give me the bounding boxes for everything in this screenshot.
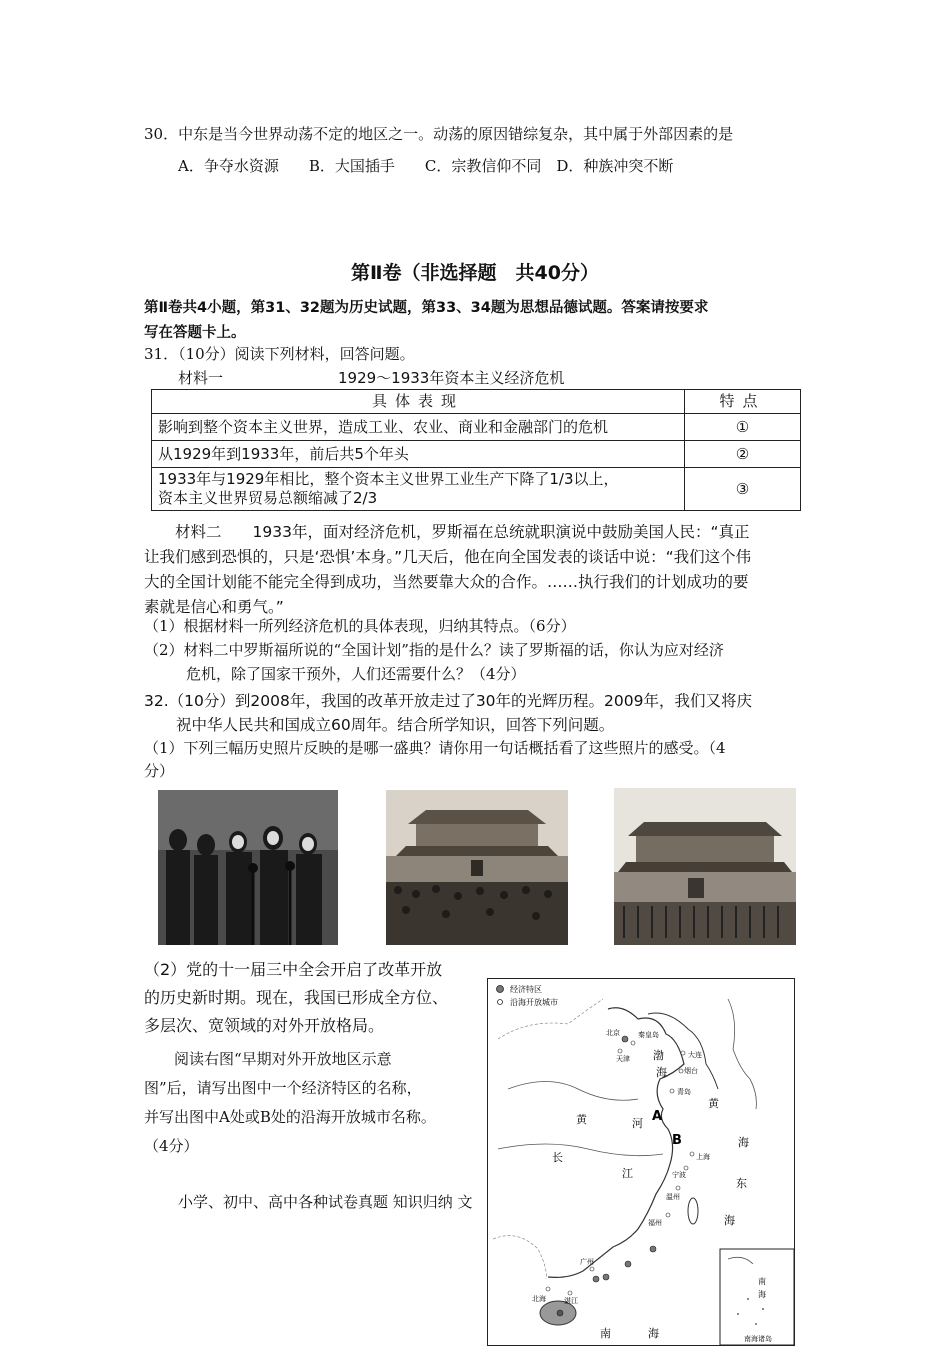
city-marker-fuzhou [666, 1213, 670, 1217]
material2 [144, 520, 751, 620]
legend-special-icon [497, 986, 504, 993]
q32-sub2 [144, 956, 448, 1040]
q32-sub2-read [144, 1045, 436, 1161]
open-regions-map [487, 978, 795, 1346]
material1-label: 材料一 [178, 369, 224, 387]
photo-3-drawing [614, 788, 796, 945]
table-cell-mark: ③ [685, 468, 801, 511]
material2-line: 素就是信心和勇气。” [144, 598, 284, 616]
yangtze-river [498, 1144, 663, 1156]
city-marker-zhanjiang [568, 1291, 572, 1295]
legend-special-label: 经济特区 [510, 985, 542, 994]
river-label: 黄 [576, 1113, 587, 1126]
city-marker-qingdao [670, 1089, 674, 1093]
section-intro-line2: 写在答题卡上。 [144, 325, 246, 341]
sea-label: 海 [738, 1136, 749, 1149]
city-marker-beijing [622, 1036, 628, 1042]
city-marker-shanghai [690, 1152, 694, 1156]
table-header: 特点 [685, 390, 801, 414]
city-label: 上海 [696, 1153, 710, 1161]
table-cell: 从1929年到1933年，前后共5个年头 [152, 441, 685, 468]
section-title: 第Ⅱ卷（非选择题 共40分） [351, 262, 599, 284]
history-photo-2 [386, 790, 568, 945]
table-header-row [152, 390, 801, 414]
city-marker-guangzhou [590, 1267, 594, 1271]
city-label: 大连 [688, 1051, 702, 1059]
table-cell-mark: ① [685, 414, 801, 441]
inset-sea-2: 海 [758, 1290, 766, 1299]
sea-label: 海 [656, 1066, 667, 1079]
q32-sub1-line1: （1）下列三幅历史照片反映的是哪一盛典？请你用一句话概括看了这些照片的感受。（4 [144, 739, 726, 757]
q31-sub1: （1）根据材料一所列经济危机的具体表现，归纳其特点。（6分） [144, 617, 576, 635]
material2-line: 材料二 1933年，面对经济危机，罗斯福在总统就职演说中鼓励美国人民：“真正 [144, 523, 750, 541]
sea-label: 南 [600, 1327, 611, 1340]
special-zone-xiamen [650, 1246, 656, 1252]
q32-sub2-line: 图”后，请写出图中一个经济特区的名称， [144, 1079, 422, 1097]
sea-label: 海 [724, 1214, 735, 1227]
special-zone-shantou [625, 1261, 631, 1267]
q32-sub2-line: 多层次、宽领域的对外开放格局。 [144, 1016, 385, 1035]
q32-sub2-line: （4分） [144, 1137, 199, 1155]
sea-label: 渤 [653, 1049, 664, 1062]
city-marker-tianjin [618, 1049, 622, 1053]
sea-label: 东 [736, 1177, 747, 1190]
material2-line: 大的全国计划能不能完全得到成功，当然要靠大众的合作。……执行我们的计划成功的要 [144, 573, 749, 591]
q31-stem: 31．（10分）阅读下列材料，回答问题。 [144, 345, 415, 363]
section-intro-line1: 第Ⅱ卷共4小题，第31、32题为历史试题，第33、34题为思想品德试题。答案请按要求 [144, 300, 709, 316]
city-label: 福州 [648, 1219, 662, 1227]
material2-line: 让我们感到恐惧的，只是‘恐惧’本身。”几天后，他在向全国发表的谈话中说：“我们这个伟 [144, 548, 752, 566]
city-label: 北京 [606, 1029, 620, 1037]
sea-label: 黄 [708, 1097, 719, 1110]
city-label: 宁波 [672, 1171, 686, 1179]
city-label: 北海 [532, 1295, 546, 1303]
table-row [152, 441, 801, 468]
footer-watermark: 小学、初中、高中各种试卷真题 知识归纳 文 [178, 1193, 473, 1211]
yellow-river [508, 1082, 638, 1101]
q30-options: A．争夺水资源 B．大国插手 C．宗教信仰不同 D．种族冲突不断 [178, 157, 674, 175]
photo-1-drawing [158, 790, 338, 945]
crisis-table [151, 389, 801, 511]
q32-sub2-line: （2）党的十一届三中全会开启了改革开放 [144, 960, 443, 979]
table-cell [152, 468, 685, 511]
legend-open-label: 沿海开放城市 [510, 998, 558, 1007]
material1-title: 1929～1933年资本主义经济危机 [338, 369, 565, 387]
taiwan [688, 1198, 698, 1224]
city-label: 广州 [580, 1258, 594, 1266]
city-label: 天津 [616, 1055, 630, 1063]
special-zone-shenzhen [603, 1274, 609, 1280]
city-marker-wenzhou [676, 1186, 680, 1190]
river-label: 长 [552, 1151, 563, 1164]
city-label: 烟台 [684, 1067, 698, 1075]
legend-open-icon [498, 1000, 503, 1005]
photo-2-drawing [386, 790, 568, 945]
city-marker-ningbo [684, 1166, 688, 1170]
korea-coast [728, 999, 756, 1109]
inset-sea-1: 南 [758, 1277, 766, 1286]
table-cell: 影响到整个资本主义世界，造成工业、农业、商业和金融部门的危机 [152, 414, 685, 441]
table-cell-line: 1933年与1929年相比，整个资本主义世界工业生产下降了1/3以上， [158, 470, 619, 488]
q32-stem-line2: 祝中华人民共和国成立60周年。结合所学知识，回答下列问题。 [176, 716, 615, 734]
q31-sub2-line1: （2）材料二中罗斯福所说的“全国计划”指的是什么？读了罗斯福的话，你认为应对经济 [144, 641, 724, 659]
city-label: 温州 [666, 1193, 680, 1201]
q32-sub2-line: 并写出图中A处或B处的沿海开放城市名称。 [144, 1108, 436, 1126]
city-marker-yantai [679, 1069, 683, 1073]
map-drawing [488, 979, 794, 1345]
q32-sub2-line: 的历史新时期。现在，我国已形成全方位、 [144, 988, 449, 1007]
q31-sub2-line2: 危机，除了国家干预外，人们还需要什么？（4分） [186, 665, 526, 683]
city-marker-beihai [546, 1287, 550, 1291]
city-label: 青岛 [677, 1088, 691, 1096]
river-label: 河 [632, 1117, 643, 1130]
table-row [152, 468, 801, 511]
q32-sub1-line2: 分） [144, 762, 175, 780]
q30-stem: 30．中东是当今世界动荡不定的地区之一。动荡的原因错综复杂，其中属于外部因素的是 [144, 125, 734, 143]
q32-sub2-line: 阅读右图“早期对外开放地区示意 [144, 1050, 392, 1068]
history-photo-1 [158, 790, 338, 945]
q32-stem-line1: 32.（10分）到2008年，我国的改革开放走过了30年的光辉历程。2009年，我们又将庆 [144, 692, 752, 710]
point-a: A [652, 1109, 663, 1124]
point-b: B [672, 1133, 682, 1148]
special-zone-zhuhai [593, 1276, 599, 1282]
inset-label: 南海诸岛 [744, 1335, 772, 1343]
table-cell-mark: ② [685, 441, 801, 468]
city-label: 秦皇岛 [638, 1031, 659, 1039]
special-zone-hainan [557, 1310, 563, 1316]
river-label: 江 [622, 1167, 633, 1180]
table-row [152, 414, 801, 441]
city-marker-qinhuangdao [631, 1041, 635, 1045]
city-label: 湛江 [564, 1297, 578, 1305]
sea-label: 海 [648, 1327, 659, 1340]
inset-box [720, 1249, 794, 1345]
table-cell-line: 资本主义世界贸易总额缩减了2/3 [158, 489, 378, 507]
table-header: 具体表现 [152, 390, 685, 414]
history-photo-3 [614, 788, 796, 945]
city-marker-dalian [681, 1051, 685, 1055]
